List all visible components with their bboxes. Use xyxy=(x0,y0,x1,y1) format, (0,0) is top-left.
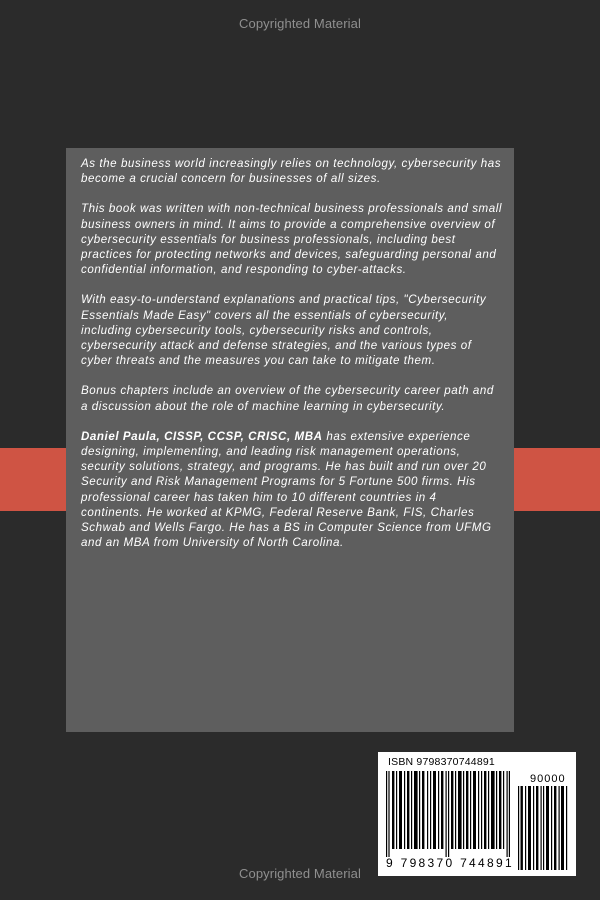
price-code: 90000 xyxy=(530,773,566,785)
price-addon-bars xyxy=(518,786,568,870)
isbn-barcode xyxy=(378,752,576,876)
isbn-label: ISBN 9798370744891 xyxy=(388,756,495,768)
copyright-watermark-bottom: Copyrighted Material xyxy=(239,866,361,881)
blurb-paragraph-audience: This book was written with non-technical business professionals and small business owners in mind. It aims to provide a comprehensive overview of cybersecurity essentials for business professionals, including best practices for protecting networks and devices, safeguarding personal and confidential information, and responding to cyber-attacks. xyxy=(81,202,502,277)
author-bio xyxy=(81,429,502,551)
blurb-paragraph-contents: With easy-to-understand explanations and practical tips, "Cybersecurity Essentials Made Easy" covers all the essentials of cybersecurity, including cybersecurity tools, cybersecurity risks and controls, cybersecurity attack and defense strategies, and the various types of cyber threats and the measures you can take to mitigate them. xyxy=(81,293,487,368)
blurb-paragraph-intro: As the business world increasingly relies on technology, cybersecurity has become a crucial concern for businesses of all sizes. xyxy=(81,157,502,186)
isbn-digits: 9 798370 744891 xyxy=(386,856,514,870)
author-name: Daniel Paula, CISSP, CCSP, CRISC, MBA xyxy=(81,429,323,443)
blurb-panel xyxy=(66,148,514,732)
blurb-paragraph-bonus: Bonus chapters include an overview of the cybersecurity career path and a discussion about the role of machine learning in cybersecurity. xyxy=(81,384,494,413)
ean13-barcode-bars xyxy=(386,771,510,857)
copyright-watermark-top: Copyrighted Material xyxy=(239,16,361,31)
author-bio-text: has extensive experience designing, implementing, and leading risk management operations, security solutions, strategy, and programs. He has built and run over 20 Security and Risk Management Programs for 5 Fortune 500 firms. His professional career has taken him to 10 different countries in 4 continents. He worked at KPMG, Federal Reserve Bank, FIS, Charles Schwab and Wells Fargo. He has a BS in Computer Science from UFMG and an MBA from University of North Carolina. xyxy=(81,429,492,550)
